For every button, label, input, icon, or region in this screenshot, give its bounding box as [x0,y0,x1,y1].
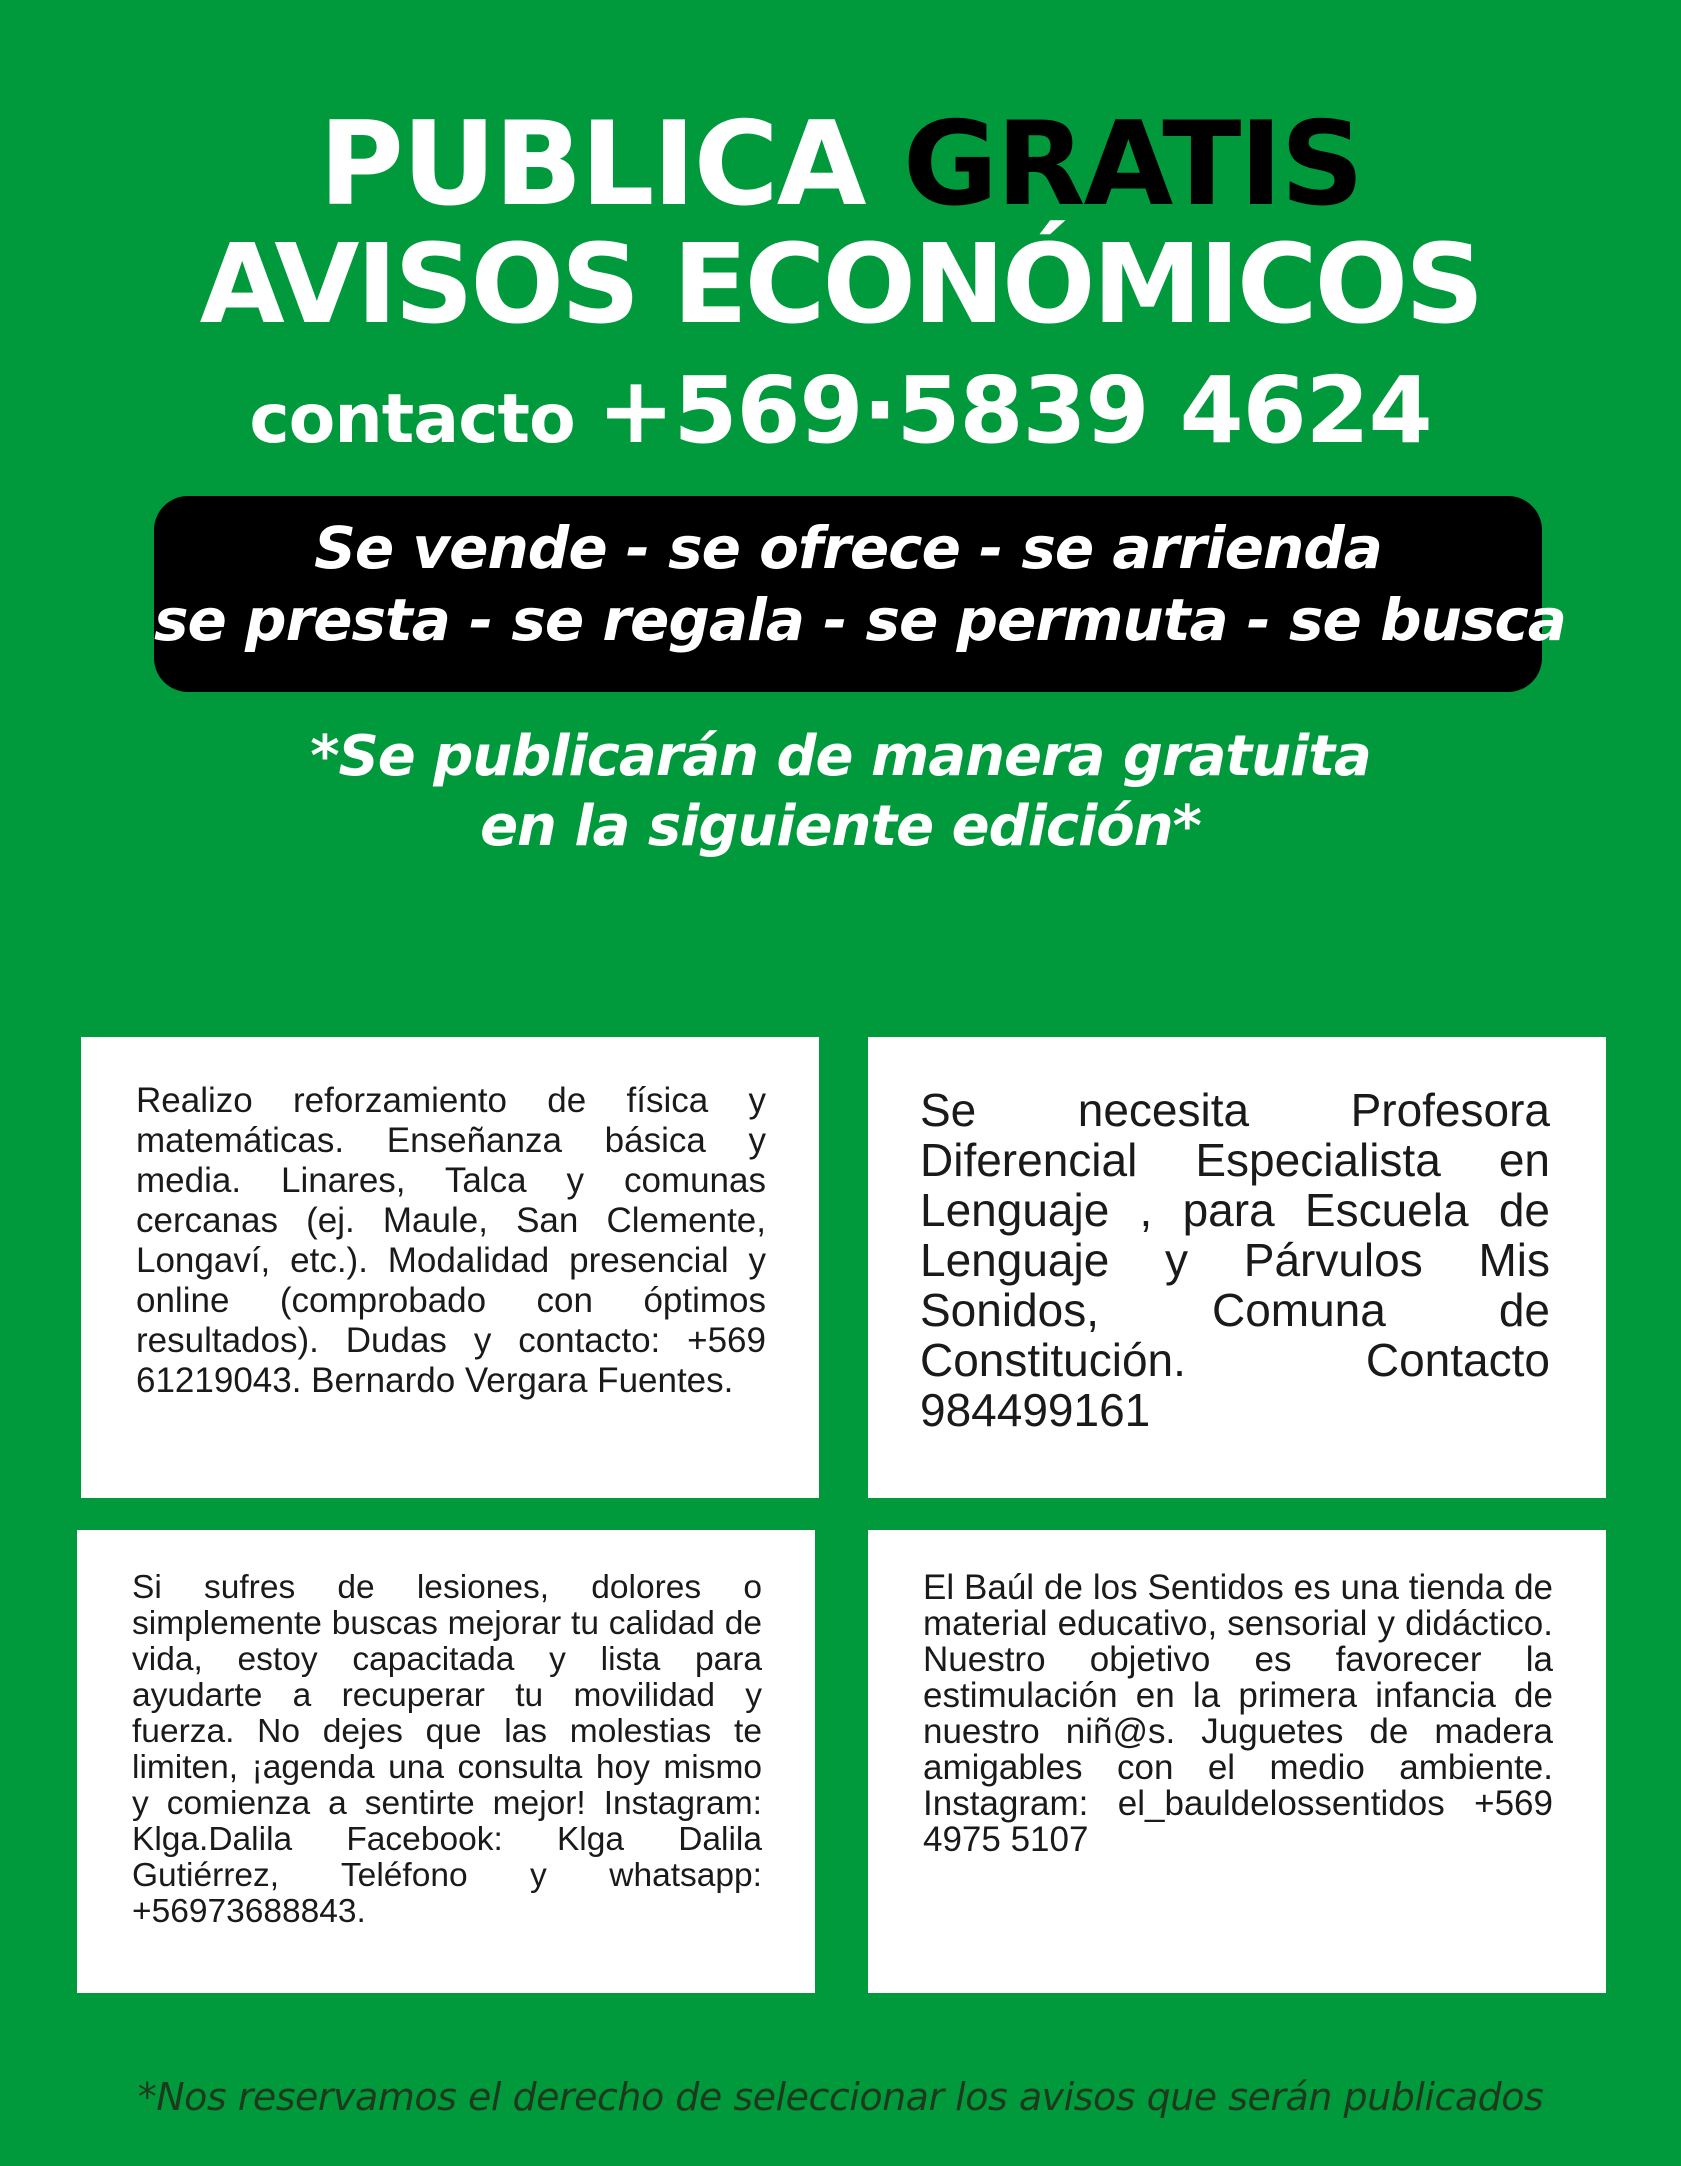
headline-word-publica: PUBLICA [318,97,903,232]
ad-text: Realizo reforzamiento de física y matemáticas. Enseñanza básica y media. Linares, Talca y comunas cercanas (ej. Maule, San Clemente, Longaví, etc.). Modalidad presencial y online (comprobado con óptimos resultados). Dudas y contacto: +569 61219043. Bernardo Vergara Fuentes. [136,1081,766,1400]
footer-disclaimer: *Nos reservamos el derecho de seleccionar los avisos que serán publicados [137,2075,1544,2119]
headline-avisos-economicos: AVISOS ECONÓMICOS [199,220,1482,348]
banner-line-2: se presta - se regala - se permuta - se busca [154,586,1566,654]
classified-ad-tutoring [81,1037,819,1498]
ad-text: Si sufres de lesiones, dolores o simplemente buscas mejorar tu calidad de vida, estoy capacitada y lista para ayudarte a recuperar tu movilidad y fuerza. No dejes que las molestias te limiten, ¡agenda una consulta hoy mismo y comienza a sentirte mejor! Instagram: Klga.Dalila Facebook: Klga Dalila Gutiérrez, Teléfono y whatsapp: +56973688843. [132,1569,762,1930]
contact-line [0,356,1681,492]
classified-ad-kinesiology [77,1530,815,1993]
free-publication-note-line-2: en la siguiente edición* [480,794,1201,859]
ad-text: El Baúl de los Sentidos es una tienda de material educativo, sensorial y didáctico. Nuestro objetivo es favorecer la estimulación en la primera infancia de nuestro niñ@s. Juguetes de madera amigables con el medio ambiente. Instagram: el_bauldelossentidos +569 4975 5107 [923,1568,1553,1859]
headline-publica-gratis [0,97,1681,232]
contact-phone: +569·5839 4624 [597,357,1432,464]
headline-word-gratis: GRATIS [902,97,1363,232]
ad-text: Se necesita Profesora Diferencial Especialista en Lenguaje , para Escuela de Lenguaje y Párvulos Mis Sonidos, Comuna de Constitución. Contacto 984499161 [920,1084,1550,1436]
classified-ad-educational-store [868,1530,1606,1993]
categories-banner [154,496,1566,692]
banner-line-1: Se vende - se ofrece - se arrienda [314,514,1382,582]
classified-ad-teacher-wanted [868,1037,1606,1498]
free-publication-note-line-1: *Se publicarán de manera gratuita [310,724,1371,789]
contact-label: contacto [249,380,598,459]
